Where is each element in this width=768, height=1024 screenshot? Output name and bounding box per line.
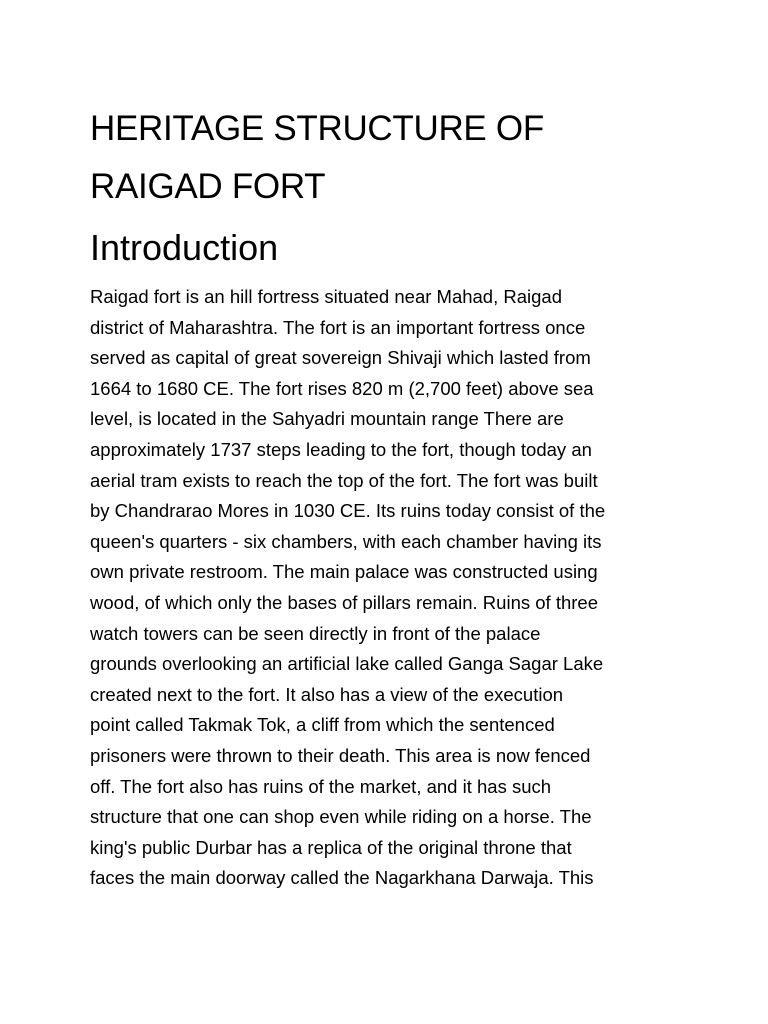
document-title xyxy=(90,100,690,216)
body-line: approximately 1737 steps leading to the fort, though today an xyxy=(90,438,592,460)
body-line: structure that one can shop even while riding on a horse. The xyxy=(90,806,592,828)
body-line: level, is located in the Sahyadri mountain range There are xyxy=(90,408,564,430)
body-line: own private restroom. The main palace was constructed using xyxy=(90,561,598,583)
body-line: off. The fort also has ruins of the market, and it has such xyxy=(90,775,552,797)
body-line: king's public Durbar has a replica of the original throne that xyxy=(90,836,572,858)
body-line: faces the main doorway called the Nagarkhana Darwaja. This xyxy=(90,867,594,889)
body-line: point called Takmak Tok, a cliff from which the sentenced xyxy=(90,714,555,736)
section-heading-introduction: Introduction xyxy=(90,227,279,268)
body-line: grounds overlooking an artificial lake called Ganga Sagar Lake xyxy=(90,653,604,675)
body-line: wood, of which only the bases of pillars remain. Ruins of three xyxy=(90,591,598,613)
title-line-1: HERITAGE STRUCTURE OF xyxy=(90,109,544,148)
body-paragraph xyxy=(90,282,690,894)
body-line: Raigad fort is an hill fortress situated near Mahad, Raigad xyxy=(90,286,563,307)
body-line: watch towers can be seen directly in front of the palace xyxy=(90,622,541,644)
body-line: created next to the fort. It also has a view of the execution xyxy=(90,683,564,705)
body-line: by Chandrarao Mores in 1030 CE. Its ruins today consist of the xyxy=(90,500,606,522)
document-page xyxy=(90,100,690,894)
body-line: served as capital of great sovereign Shivaji which lasted from xyxy=(90,347,591,369)
body-line: 1664 to 1680 CE. The fort rises 820 m (2,700 feet) above sea xyxy=(90,377,594,399)
body-line: queen's quarters - six chambers, with each chamber having its xyxy=(90,530,602,552)
body-line: district of Maharashtra. The fort is an important fortress once xyxy=(90,316,586,338)
body-line: aerial tram exists to reach the top of the fort. The fort was built xyxy=(90,469,598,491)
title-line-2: RAIGAD FORT xyxy=(90,167,326,206)
body-line: prisoners were thrown to their death. This area is now fenced xyxy=(90,744,591,766)
